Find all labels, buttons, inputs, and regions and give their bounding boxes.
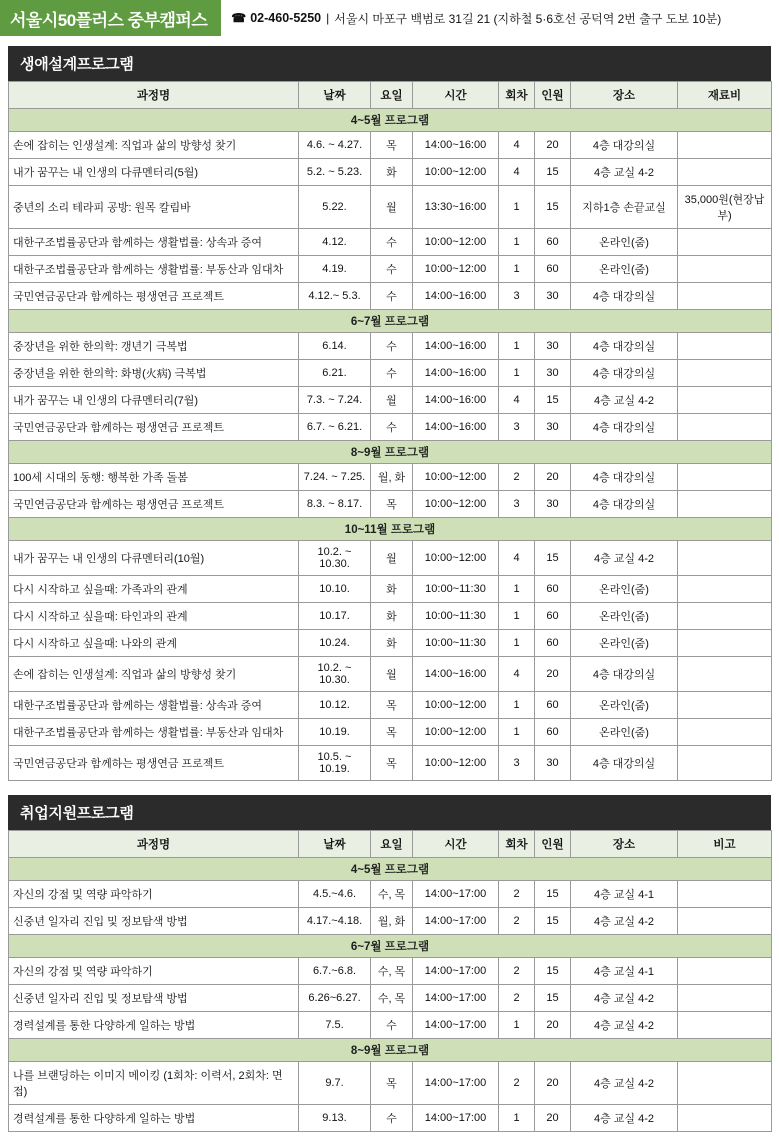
cell-capacity: 15 <box>535 958 571 985</box>
col-time: 시간 <box>413 831 499 858</box>
cell-note <box>678 657 772 692</box>
cell-capacity: 30 <box>535 360 571 387</box>
cell-location: 온라인(줌) <box>571 692 678 719</box>
cell-sessions: 1 <box>499 186 535 229</box>
cell-capacity: 15 <box>535 387 571 414</box>
cell-sessions: 1 <box>499 360 535 387</box>
table-row <box>9 333 772 360</box>
table-row <box>9 256 772 283</box>
cell-capacity: 60 <box>535 576 571 603</box>
cell-capacity: 30 <box>535 283 571 310</box>
cell-date: 4.5.~4.6. <box>299 881 371 908</box>
group-label: 10~11월 프로그램 <box>9 518 772 541</box>
cell-date: 10.5. ~ 10.19. <box>299 746 371 781</box>
cell-sessions: 1 <box>499 333 535 360</box>
cell-capacity: 20 <box>535 657 571 692</box>
cell-capacity: 30 <box>535 491 571 518</box>
group-label: 6~7월 프로그램 <box>9 935 772 958</box>
cell-time: 14:00~16:00 <box>413 360 499 387</box>
table-row <box>9 603 772 630</box>
cell-day: 수 <box>371 360 413 387</box>
cell-note <box>678 387 772 414</box>
cell-time: 10:00~12:00 <box>413 159 499 186</box>
cell-date: 9.7. <box>299 1062 371 1105</box>
section-title: 취업지원프로그램 <box>8 795 771 830</box>
cell-note <box>678 159 772 186</box>
phone-badge <box>231 11 321 25</box>
cell-note <box>678 719 772 746</box>
cell-course: 자신의 강점 및 역량 파악하기 <box>9 881 299 908</box>
cell-sessions: 3 <box>499 746 535 781</box>
col-fee: 재료비 <box>678 82 772 109</box>
cell-time: 10:00~12:00 <box>413 491 499 518</box>
col-time: 시간 <box>413 82 499 109</box>
cell-day: 수 <box>371 1012 413 1039</box>
cell-note <box>678 256 772 283</box>
cell-location: 4층 교실 4-1 <box>571 881 678 908</box>
cell-location: 4층 대강의실 <box>571 283 678 310</box>
cell-time: 13:30~16:00 <box>413 186 499 229</box>
cell-day: 수 <box>371 256 413 283</box>
cell-location: 4층 대강의실 <box>571 333 678 360</box>
cell-note <box>678 360 772 387</box>
cell-course: 국민연금공단과 함께하는 평생연금 프로젝트 <box>9 491 299 518</box>
cell-note <box>678 1012 772 1039</box>
table-group-row <box>9 1039 772 1062</box>
cell-time: 14:00~17:00 <box>413 881 499 908</box>
table-header-row <box>9 831 772 858</box>
schedule-table-life-design <box>8 81 772 781</box>
group-label: 4~5월 프로그램 <box>9 858 772 881</box>
table-header-row <box>9 82 772 109</box>
table-group-row <box>9 109 772 132</box>
cell-day: 화 <box>371 630 413 657</box>
cell-day: 수, 목 <box>371 985 413 1012</box>
table-row <box>9 414 772 441</box>
table-row <box>9 908 772 935</box>
table-row <box>9 630 772 657</box>
cell-time: 10:00~12:00 <box>413 464 499 491</box>
cell-note <box>678 229 772 256</box>
cell-day: 월 <box>371 541 413 576</box>
cell-location: 온라인(줌) <box>571 576 678 603</box>
cell-location: 4층 교실 4-2 <box>571 387 678 414</box>
header-contact-info <box>221 0 779 36</box>
campus-logo: 서울시50플러스 중부캠퍼스 <box>0 0 221 36</box>
cell-time: 10:00~11:30 <box>413 630 499 657</box>
cell-course: 국민연금공단과 함께하는 평생연금 프로젝트 <box>9 283 299 310</box>
col-capacity: 인원 <box>535 82 571 109</box>
cell-day: 화 <box>371 576 413 603</box>
cell-location: 4층 교실 4-2 <box>571 1105 678 1132</box>
table-row <box>9 881 772 908</box>
col-sessions: 회차 <box>499 82 535 109</box>
cell-sessions: 4 <box>499 132 535 159</box>
col-date: 날짜 <box>299 82 371 109</box>
cell-time: 10:00~11:30 <box>413 603 499 630</box>
cell-location: 4층 대강의실 <box>571 132 678 159</box>
cell-location: 4층 교실 4-2 <box>571 1062 678 1105</box>
table-row <box>9 360 772 387</box>
section-employment-support-program <box>8 795 771 1132</box>
cell-day: 월 <box>371 387 413 414</box>
cell-course: 국민연금공단과 함께하는 평생연금 프로젝트 <box>9 414 299 441</box>
cell-date: 4.6. ~ 4.27. <box>299 132 371 159</box>
cell-location: 4층 교실 4-2 <box>571 985 678 1012</box>
cell-time: 14:00~16:00 <box>413 657 499 692</box>
cell-sessions: 1 <box>499 630 535 657</box>
cell-course: 대한구조법률공단과 함께하는 생활법률: 부동산과 임대차 <box>9 256 299 283</box>
cell-location: 4층 대강의실 <box>571 746 678 781</box>
cell-location: 4층 교실 4-2 <box>571 541 678 576</box>
table-row <box>9 387 772 414</box>
cell-time: 14:00~17:00 <box>413 908 499 935</box>
cell-location: 온라인(줌) <box>571 719 678 746</box>
table-row <box>9 719 772 746</box>
cell-sessions: 1 <box>499 229 535 256</box>
cell-sessions: 4 <box>499 387 535 414</box>
cell-date: 10.2. ~ 10.30. <box>299 541 371 576</box>
campus-address: 서울시 마포구 백범로 31길 21 (지하철 5·6호선 공덕역 2번 출구 도보 10분) <box>334 11 722 26</box>
cell-date: 4.17.~4.18. <box>299 908 371 935</box>
cell-course: 내가 꿈꾸는 내 인생의 다큐멘터리(10월) <box>9 541 299 576</box>
cell-time: 10:00~12:00 <box>413 256 499 283</box>
cell-capacity: 30 <box>535 333 571 360</box>
header-separator: | <box>326 11 330 25</box>
cell-date: 6.14. <box>299 333 371 360</box>
cell-course: 경력설계를 통한 다양하게 일하는 방법 <box>9 1012 299 1039</box>
cell-location: 4층 교실 4-2 <box>571 908 678 935</box>
cell-sessions: 1 <box>499 1105 535 1132</box>
cell-sessions: 2 <box>499 1062 535 1105</box>
table-row <box>9 229 772 256</box>
cell-note <box>678 541 772 576</box>
cell-time: 14:00~16:00 <box>413 414 499 441</box>
col-note: 비고 <box>678 831 772 858</box>
cell-capacity: 20 <box>535 1062 571 1105</box>
cell-sessions: 1 <box>499 603 535 630</box>
cell-location: 4층 대강의실 <box>571 657 678 692</box>
cell-time: 10:00~12:00 <box>413 692 499 719</box>
cell-location: 온라인(줌) <box>571 229 678 256</box>
cell-course: 중장년을 위한 한의학: 갱년기 극복법 <box>9 333 299 360</box>
cell-time: 10:00~12:00 <box>413 746 499 781</box>
cell-day: 목 <box>371 692 413 719</box>
cell-note <box>678 985 772 1012</box>
cell-day: 월 <box>371 186 413 229</box>
cell-sessions: 4 <box>499 657 535 692</box>
cell-capacity: 15 <box>535 186 571 229</box>
cell-course: 손에 잡히는 인생설계: 직업과 삶의 방향성 찾기 <box>9 132 299 159</box>
cell-time: 10:00~12:00 <box>413 229 499 256</box>
cell-time: 14:00~17:00 <box>413 958 499 985</box>
group-label: 4~5월 프로그램 <box>9 109 772 132</box>
cell-time: 10:00~12:00 <box>413 541 499 576</box>
table-row <box>9 1012 772 1039</box>
table-row <box>9 1105 772 1132</box>
cell-day: 월 <box>371 657 413 692</box>
group-label: 8~9월 프로그램 <box>9 1039 772 1062</box>
cell-note <box>678 692 772 719</box>
cell-sessions: 1 <box>499 692 535 719</box>
cell-day: 수 <box>371 414 413 441</box>
cell-date: 10.10. <box>299 576 371 603</box>
cell-date: 10.2. ~ 10.30. <box>299 657 371 692</box>
cell-date: 6.7. ~ 6.21. <box>299 414 371 441</box>
cell-day: 목 <box>371 132 413 159</box>
cell-sessions: 1 <box>499 1012 535 1039</box>
page-header <box>0 0 779 36</box>
cell-location: 4층 교실 4-2 <box>571 1012 678 1039</box>
cell-sessions: 4 <box>499 541 535 576</box>
cell-sessions: 2 <box>499 958 535 985</box>
cell-time: 14:00~17:00 <box>413 1062 499 1105</box>
cell-date: 10.17. <box>299 603 371 630</box>
cell-time: 14:00~16:00 <box>413 132 499 159</box>
cell-day: 목 <box>371 1062 413 1105</box>
cell-sessions: 2 <box>499 908 535 935</box>
table-row <box>9 283 772 310</box>
table-row <box>9 464 772 491</box>
cell-note <box>678 576 772 603</box>
cell-date: 7.24. ~ 7.25. <box>299 464 371 491</box>
cell-sessions: 2 <box>499 464 535 491</box>
cell-date: 5.22. <box>299 186 371 229</box>
cell-capacity: 20 <box>535 464 571 491</box>
cell-capacity: 15 <box>535 908 571 935</box>
cell-time: 14:00~17:00 <box>413 985 499 1012</box>
col-location: 장소 <box>571 82 678 109</box>
cell-note <box>678 132 772 159</box>
table-row <box>9 132 772 159</box>
cell-sessions: 1 <box>499 256 535 283</box>
col-day: 요일 <box>371 831 413 858</box>
cell-date: 7.3. ~ 7.24. <box>299 387 371 414</box>
cell-sessions: 1 <box>499 719 535 746</box>
cell-day: 수 <box>371 333 413 360</box>
section-title: 생애설계프로그램 <box>8 46 771 81</box>
group-label: 8~9월 프로그램 <box>9 441 772 464</box>
cell-course: 100세 시대의 동행: 행복한 가족 돌봄 <box>9 464 299 491</box>
cell-course: 다시 시작하고 싶을때: 가족과의 관계 <box>9 576 299 603</box>
cell-location: 4층 대강의실 <box>571 464 678 491</box>
col-sessions: 회차 <box>499 831 535 858</box>
col-course: 과정명 <box>9 82 299 109</box>
cell-note <box>678 881 772 908</box>
cell-capacity: 60 <box>535 692 571 719</box>
cell-date: 10.12. <box>299 692 371 719</box>
cell-note <box>678 333 772 360</box>
cell-capacity: 60 <box>535 229 571 256</box>
cell-capacity: 20 <box>535 1012 571 1039</box>
col-day: 요일 <box>371 82 413 109</box>
cell-sessions: 3 <box>499 491 535 518</box>
col-location: 장소 <box>571 831 678 858</box>
table-row <box>9 985 772 1012</box>
cell-capacity: 60 <box>535 603 571 630</box>
table-group-row <box>9 935 772 958</box>
cell-note <box>678 1062 772 1105</box>
cell-time: 14:00~16:00 <box>413 283 499 310</box>
cell-time: 14:00~17:00 <box>413 1012 499 1039</box>
cell-course: 다시 시작하고 싶을때: 나와의 관계 <box>9 630 299 657</box>
table-group-row <box>9 858 772 881</box>
cell-location: 온라인(줌) <box>571 630 678 657</box>
cell-note <box>678 746 772 781</box>
cell-capacity: 20 <box>535 132 571 159</box>
cell-date: 4.19. <box>299 256 371 283</box>
cell-date: 10.24. <box>299 630 371 657</box>
cell-location: 4층 대강의실 <box>571 491 678 518</box>
cell-course: 대한구조법률공단과 함께하는 생활법률: 부동산과 임대차 <box>9 719 299 746</box>
cell-location: 지하1층 손끝교실 <box>571 186 678 229</box>
cell-course: 자신의 강점 및 역량 파악하기 <box>9 958 299 985</box>
cell-capacity: 15 <box>535 159 571 186</box>
cell-day: 수 <box>371 229 413 256</box>
cell-day: 수 <box>371 1105 413 1132</box>
cell-time: 14:00~16:00 <box>413 333 499 360</box>
table-group-row <box>9 310 772 333</box>
cell-time: 14:00~17:00 <box>413 1105 499 1132</box>
cell-course: 중년의 소리 테라피 공방: 원목 칼림바 <box>9 186 299 229</box>
table-row <box>9 958 772 985</box>
cell-capacity: 20 <box>535 1105 571 1132</box>
cell-sessions: 4 <box>499 159 535 186</box>
cell-course: 손에 잡히는 인생설계: 직업과 삶의 방향성 찾기 <box>9 657 299 692</box>
cell-capacity: 60 <box>535 256 571 283</box>
cell-date: 7.5. <box>299 1012 371 1039</box>
table-row <box>9 1062 772 1105</box>
cell-capacity: 30 <box>535 414 571 441</box>
cell-course: 경력설계를 통한 다양하게 일하는 방법 <box>9 1105 299 1132</box>
group-label: 6~7월 프로그램 <box>9 310 772 333</box>
cell-date: 8.3. ~ 8.17. <box>299 491 371 518</box>
table-body <box>9 858 772 1132</box>
cell-course: 내가 꿈꾸는 내 인생의 다큐멘터리(7월) <box>9 387 299 414</box>
cell-time: 10:00~11:30 <box>413 576 499 603</box>
cell-date: 4.12. <box>299 229 371 256</box>
cell-time: 10:00~12:00 <box>413 719 499 746</box>
cell-note <box>678 603 772 630</box>
cell-date: 6.26~6.27. <box>299 985 371 1012</box>
cell-day: 수, 목 <box>371 958 413 985</box>
cell-sessions: 2 <box>499 881 535 908</box>
table-row <box>9 657 772 692</box>
cell-day: 목 <box>371 491 413 518</box>
cell-capacity: 15 <box>535 541 571 576</box>
cell-capacity: 15 <box>535 985 571 1012</box>
table-row <box>9 746 772 781</box>
cell-course: 다시 시작하고 싶을때: 타인과의 관계 <box>9 603 299 630</box>
cell-note <box>678 958 772 985</box>
cell-capacity: 60 <box>535 719 571 746</box>
cell-sessions: 1 <box>499 576 535 603</box>
table-row <box>9 159 772 186</box>
cell-date: 9.13. <box>299 1105 371 1132</box>
cell-date: 4.12.~ 5.3. <box>299 283 371 310</box>
cell-note: 35,000원(현장납부) <box>678 186 772 229</box>
cell-day: 수 <box>371 283 413 310</box>
cell-course: 중장년을 위한 한의학: 화병(火病) 극복법 <box>9 360 299 387</box>
cell-location: 4층 대강의실 <box>571 360 678 387</box>
table-row <box>9 186 772 229</box>
cell-note <box>678 283 772 310</box>
cell-location: 온라인(줌) <box>571 256 678 283</box>
schedule-table-employment <box>8 830 772 1132</box>
table-row <box>9 491 772 518</box>
cell-note <box>678 630 772 657</box>
cell-course: 나를 브랜딩하는 이미지 메이킹 (1회차: 이력서, 2회차: 면접) <box>9 1062 299 1105</box>
cell-time: 14:00~16:00 <box>413 387 499 414</box>
table-group-row <box>9 518 772 541</box>
phone-icon: ☎ <box>231 11 247 25</box>
cell-day: 월, 화 <box>371 908 413 935</box>
cell-capacity: 60 <box>535 630 571 657</box>
cell-capacity: 15 <box>535 881 571 908</box>
cell-day: 화 <box>371 603 413 630</box>
cell-location: 4층 대강의실 <box>571 414 678 441</box>
cell-note <box>678 464 772 491</box>
cell-course: 내가 꿈꾸는 내 인생의 다큐멘터리(5월) <box>9 159 299 186</box>
cell-location: 온라인(줌) <box>571 603 678 630</box>
cell-date: 6.21. <box>299 360 371 387</box>
cell-course: 대한구조법률공단과 함께하는 생활법률: 상속과 증여 <box>9 229 299 256</box>
col-course: 과정명 <box>9 831 299 858</box>
cell-date: 5.2. ~ 5.23. <box>299 159 371 186</box>
table-body <box>9 109 772 781</box>
table-row <box>9 541 772 576</box>
cell-sessions: 2 <box>499 985 535 1012</box>
cell-capacity: 30 <box>535 746 571 781</box>
col-date: 날짜 <box>299 831 371 858</box>
cell-day: 목 <box>371 746 413 781</box>
cell-date: 10.19. <box>299 719 371 746</box>
cell-course: 대한구조법률공단과 함께하는 생활법률: 상속과 증여 <box>9 692 299 719</box>
cell-note <box>678 414 772 441</box>
cell-day: 목 <box>371 719 413 746</box>
table-row <box>9 692 772 719</box>
table-row <box>9 576 772 603</box>
cell-day: 월, 화 <box>371 464 413 491</box>
cell-date: 6.7.~6.8. <box>299 958 371 985</box>
cell-course: 신중년 일자리 진입 및 정보탐색 방법 <box>9 908 299 935</box>
cell-course: 신중년 일자리 진입 및 정보탐색 방법 <box>9 985 299 1012</box>
col-capacity: 인원 <box>535 831 571 858</box>
cell-course: 국민연금공단과 함께하는 평생연금 프로젝트 <box>9 746 299 781</box>
table-group-row <box>9 441 772 464</box>
cell-day: 수, 목 <box>371 881 413 908</box>
phone-number: 02-460-5250 <box>250 11 322 25</box>
cell-note <box>678 908 772 935</box>
cell-day: 화 <box>371 159 413 186</box>
cell-location: 4층 교실 4-2 <box>571 159 678 186</box>
section-life-design-program <box>8 46 771 781</box>
cell-sessions: 3 <box>499 414 535 441</box>
cell-note <box>678 491 772 518</box>
cell-location: 4층 교실 4-1 <box>571 958 678 985</box>
cell-note <box>678 1105 772 1132</box>
cell-sessions: 3 <box>499 283 535 310</box>
